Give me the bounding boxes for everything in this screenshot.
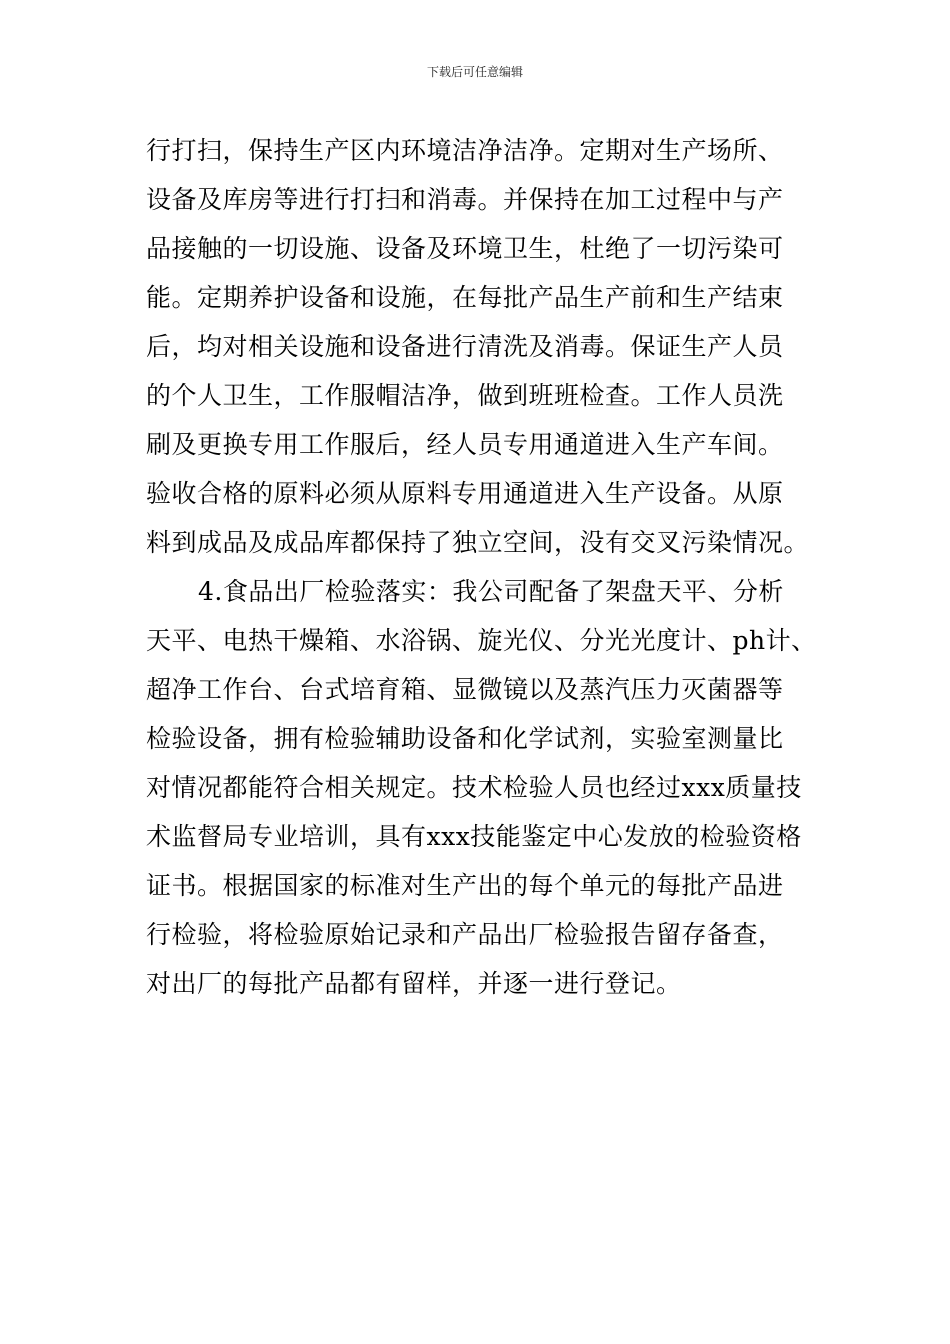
paragraph-line: 能。定期养护设备和设施，在每批产品生产前和生产结束: [146, 283, 784, 312]
page-header: 下载后可任意编辑: [426, 65, 523, 79]
paragraph-line: 对出厂的每批产品都有留样，并逐一进行登记。: [146, 969, 682, 998]
paragraph-line: 刷及更换专用工作服后，经人员专用通道进入生产车间。: [146, 430, 784, 459]
paragraph-start-line: 4.食品出厂检验落实：我公司配备了架盘天平、分析: [198, 577, 784, 606]
paragraph-line: 验收合格的原料必须从原料专用通道进入生产设备。从原: [146, 479, 784, 508]
paragraph-line: 行检验，将检验原始记录和产品出厂检验报告留存备查，: [146, 920, 784, 949]
paragraph-line: 天平、电热干燥箱、水浴锅、旋光仪、分光光度计、ph计、: [146, 626, 817, 655]
paragraph-line: 品接触的一切设施、设备及环境卫生，杜绝了一切污染可: [146, 234, 784, 263]
paragraph-line: 证书。根据国家的标准对生产出的每个单元的每批产品进: [146, 871, 784, 900]
paragraph-line: 后，均对相关设施和设备进行清洗及消毒。保证生产人员: [146, 332, 784, 361]
paragraph-line: 的个人卫生，工作服帽洁净，做到班班检查。工作人员洗: [146, 381, 784, 410]
paragraph-line: 超净工作台、台式培育箱、显微镜以及蒸汽压力灭菌器等: [146, 675, 784, 704]
paragraph-line: 设备及库房等进行打扫和消毒。并保持在加工过程中与产: [146, 185, 784, 214]
paragraph-line: 检验设备，拥有检验辅助设备和化学试剂，实验室测量比: [146, 724, 784, 753]
paragraph-line: 料到成品及成品库都保持了独立空间，没有交叉污染情况。: [146, 528, 810, 557]
paragraph-line: 对情况都能符合相关规定。技术检验人员也经过xxx质量技: [146, 773, 802, 802]
document-body: [146, 126, 826, 1008]
paragraph-line: 行打扫，保持生产区内环境洁净洁净。定期对生产场所、: [146, 136, 784, 165]
paragraph-line: 术监督局专业培训，具有xxx技能鉴定中心发放的检验资格: [146, 822, 802, 851]
